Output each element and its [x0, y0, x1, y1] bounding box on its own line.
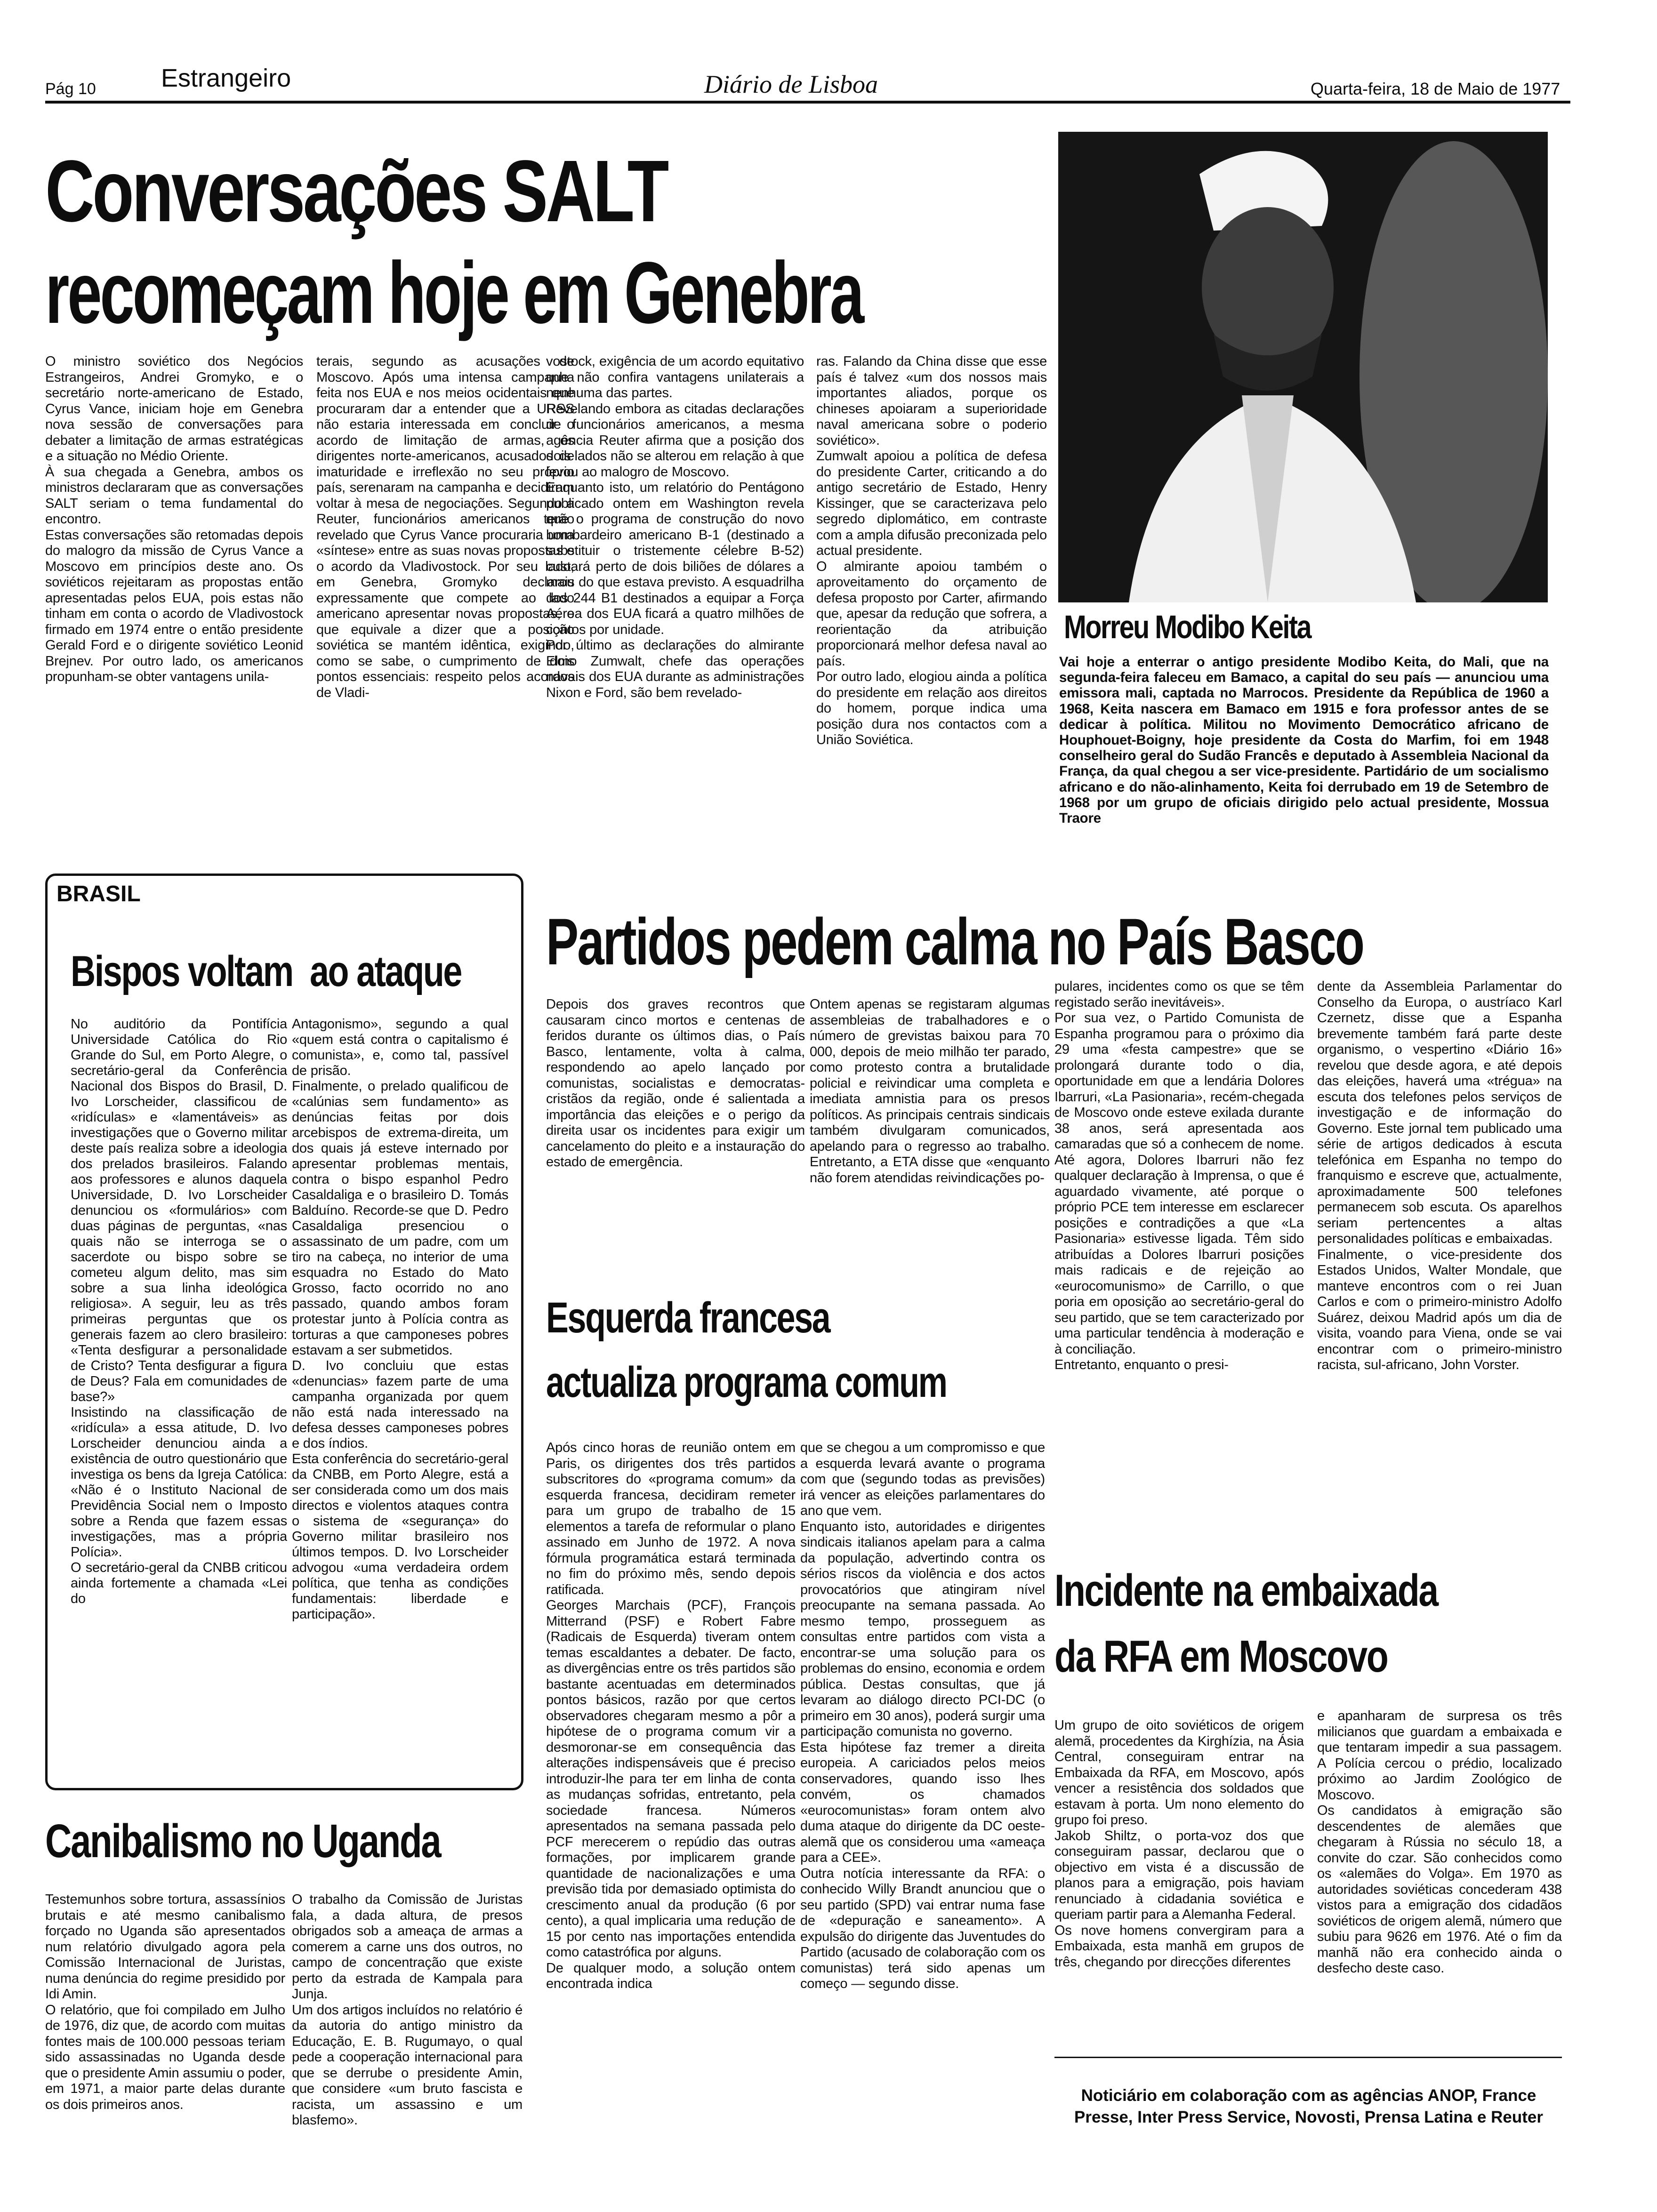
esquerda-headline-line2: actualiza programa comum: [546, 1358, 947, 1406]
salt-column-3: vostock, exigência de um acordo equitativo que não confira vantagens unilaterais a nenhuma das partes. Revelando embora as citadas declarações de funcionários americanos, a mesma agência Reuter afirma que a posição dos dois lados não se alterou em relação à que levou ao malogro de Moscovo. Enquanto isto, um relatório do Pentágono publicado ontem em Washington revela que o programa de construção do novo bombardeiro americano B-1 (destinado a substituir o tristemente célebre B-52) custará perto de dois biliões de dólares a mais do que estava previsto. A esquadrilha dos 244 B1 destinados a equipar a Força Aérea dos EUA ficará a quatro milhões de contos por unidade. Por último as declarações do almirante Elmo Zumwalt, chefe das operações navais dos EUA durante as administrações Nixon e Ford, são bem revelado-: [546, 354, 804, 700]
salt-column-2: terais, segundo as acusações de Moscovo. Após uma intensa campanha feita nos EUA e nos meios ocidentais que procuraram dar a entender que a URSS não estaria interessada em concluir o acordo de limitação de armas, os dirigentes norte-americanos, acusados de imaturidade e irreflexão no seu próprio país, serenaram na campanha e decidiram voltar à mesa de negociações. Segundo a Reuter, funcionários americanos terão revelado que Cyrus Vance procuraria uma «síntese» entre as suas novas propostas e o acordo da Vladivostock. Por seu lado, em Genebra, Gromyko declarou expressamente que compete ao lado americano apresentar novas propostas, o que equivale a dizer que a posição soviética se mantém idêntica, exigindo, como se sabe, o cumprimento de dois pontos essenciais: respeito pelos acordos de Vladi-: [316, 354, 574, 700]
credits-rule: [1054, 2057, 1562, 2058]
moscovo-headline-line2: da RFA em Moscovo: [1054, 1631, 1388, 1682]
brasil-column-2: Antagonismo», segundo a qual «quem está contra o capitalismo é comunista», e, como tal, passível de prisão. Finalmente, o prelado qualificou de «calúnias sem fundamento» as denúncias feitas por dois arcebispos de extrema-direita, um dos quais já esteve internado por apresentar problemas mentais, contra o bispo espanhol Pedro Casaldaliga e o brasileiro D. Tomás Balduíno. Recorde-se que D. Pedro Casaldaliga presenciou o assassinato de um padre, com um tiro na cabeça, no interior de uma esquadra no Estado do Mato Grosso, facto ocorrido no ano passado, quando ambos foram protestar junto à Polícia contra as torturas a que camponeses pobres estavam a ser submetidos. D. Ivo concluiu que estas «denuncias» fazem parte de uma campanha organizada por quem não está nada interessado na defesa desses camponeses pobres e dos índios. Esta conferência do secretário-geral da CNBB, em Porto Alegre, está a ser considerada como um dos mais directos e violentos ataques contra o sistema de «segurança» do Governo militar brasileiro nos últimos tempos. D. Ivo Lorscheider advogou «uma verdadeira ordem política, que tenha as condições fundamentais: liberdade e participação».: [292, 1017, 508, 1622]
basco-column-1: Depois dos graves recontros que causaram cinco mortos e centenas de feridos durante os últimos dias, o País Basco, lentamente, volta à calma, respondendo ao apelo lançado por comunistas, socialistas e democratas-cristãos da região, onde é salientada a importância das eleições e o perigo da direita usar os incidentes para exigir um cancelamento do pleito e a instauração do estado de emergência.: [546, 997, 805, 1170]
salt-column-1: O ministro soviético dos Negócios Estrangeiros, Andrei Gromyko, e o secretário norte-americano de Estado, Cyrus Vance, iniciam hoje em Genebra nova sessão de conversações para debater a limitação de armas estratégicas e a situação no Médio Oriente. À sua chegada a Genebra, ambos os ministros declararam que as conversações SALT seriam o tema fundamental do encontro. Estas conversações são retomadas depois do malogro da missão de Cyrus Vance a Moscovo em princípios deste ano. Os soviéticos rejeitaram as propostas então apresentadas pelos EUA, pois estas não tinham em conta o acordo de Vladivostock firmado em 1974 entre o então presidente Gerald Ford e o dirigente soviético Leonid Brejnev. Por outro lado, os americanos propunham-se obter vantagens unila-: [45, 354, 303, 684]
moscovo-column-1: Um grupo de oito soviéticos de origem alemã, procedentes da Kirghízia, na Ásia Central, conseguiram entrar na Embaixada da RFA, em Moscovo, após vencer a resistência dos soldados que estavam à porta. Um nono elemento do grupo foi preso. Jakob Shiltz, o porta-voz dos que conseguiram passar, declarou que o objectivo em vista é a discussão de planos para a emigração, pois haviam renunciado à cidadania soviética e queriam partir para a Alemanha Federal. Os nove homens convergiram para a Embaixada, esta manhã em grupos de três, chegando por direcções diferentes: [1054, 1718, 1304, 1970]
brasil-label: BRASIL: [56, 882, 141, 906]
esquerda-column-1: Após cinco horas de reunião ontem em Paris, os dirigentes dos três partidos subscritores do «programa comum» da esquerda francesa, decidiram remeter para um grupo de trabalho de 15 elementos a tarefa de reformular o plano assinado em Junho de 1972. A nova fórmula programática estará terminada no fim do próximo mês, sendo depois ratificada. Georges Marchais (PCF), François Mitterrand (PSF) e Robert Fabre (Radicais de Esquerda) tiveram ontem temas escaldantes a debater. De facto, as divergências entre os três partidos são bastante acentuadas em determinados pontos básicos, razão por que certos observadores chegaram mesmo a pôr a hipótese de o programa comum vir a desmoronar-se em consequência das alterações indispensáveis que é preciso introduzir-lhe para ter em linha de conta as mudanças sofridas, entretanto, pela sociedade francesa. Números apresentados na semana passada pelo PCF merecerem o repúdio das outras formações, por implicarem grande quantidade de nacionalizações e uma previsão tida por demasiado optimista do crescimento anual da produção (6 por cento), a qual implicaria uma redução de 15 por cento nas importações entendida como catastrófica por alguns. De qualquer modo, a solução ontem encontrada indica: [546, 1440, 796, 1991]
salt-column-4: ras. Falando da China disse que esse país é talvez «um dos nossos mais importantes aliados, porque os chineses apoiaram a superioridade naval americana sobre o poderio soviético». Zumwalt apoiou a política de defesa do presidente Carter, criticando a do antigo secretário de Estado, Henry Kissinger, que se caracterizava pelo segredo diplomático, em contraste com a ampla difusão preconizada pelo actual presidente. O almirante apoiou também o aproveitamento do orçamento de defesa proposto por Carter, afirmando que, apesar da redução que sofrera, a reorientação da atribuição proporcionará melhor defesa naval ao país. Por outro lado, elogiou ainda a política do presidente em relação aos direitos do homem, porque indica uma posição dura nos contactos com a União Soviética.: [816, 354, 1047, 747]
portrait-image: [1058, 132, 1548, 602]
brasil-headline: Bispos voltam ao ataque: [71, 947, 461, 995]
salt-headline-line2: recomeçam hoje em Genebra: [45, 244, 862, 342]
basco-column-4: dente da Assembleia Parlamentar do Conselho da Europa, o austríaco Karl Czernetz, disse que a Espanha brevemente também fará parte deste organismo, o vespertino «Diário 16» revelou que desde agora, e até depois das eleições, haverá uma «trégua» na escuta dos telefones pelos serviços de investigação e de informação do Governo. Este jornal tem publicado uma série de artigos dedicados à escuta telefónica em Espanha no tempo do franquismo e escreve que, actualmente, aproximadamente 500 telefones permanecem sob escuta. Os aparelhos seriam pertencentes a altas personalidades políticas e embaixadas. Finalmente, o vice-presidente dos Estados Unidos, Walter Mondale, que manteve encontros com o rei Juan Carlos e com o primeiro-ministro Adolfo Suárez, deixou Madrid após um dia de visita, voando para Viena, onde se vai encontrar com o primeiro-ministro racista, sul-africano, John Vorster.: [1317, 979, 1562, 1372]
moscovo-headline-line1: Incidente na embaixada: [1054, 1565, 1438, 1616]
uganda-headline: Canibalismo no Uganda: [45, 1815, 441, 1867]
agency-credits: Noticiário em colaboração com as agências ANOP, France Presse, Inter Press Service, Novosti, Prensa Latina e Reuter: [1074, 2086, 1544, 2126]
salt-headline-line1: Conversações SALT: [45, 143, 667, 240]
uganda-column-2: O trabalho da Comissão de Juristas fala, a dada altura, de presos obrigados sob a ameaça de armas a comerem a carne uns dos outros, no campo de concentração que existe perto da estrada de Kampala para Junja. Um dos artigos incluídos no relatório é da autoria do antigo ministro da Educação, E. B. Rugumayo, o qual pede a cooperação internacional para que se derrube o presidente Amin, que considere «um bruto fascista e racista, um assassino e um blasfemo».: [292, 1892, 523, 2128]
uganda-column-1: Testemunhos sobre tortura, assassínios brutais e até mesmo canibalismo forçado no Uganda são apresentados num relatório divulgado agora pela Comissão Internacional de Juristas, numa denúncia do regime presidido por Idi Amin. O relatório, que foi compilado em Julho de 1976, diz que, de acordo com muitas fontes mais de 100.000 pessoas teriam sido assassinadas no Uganda desde que o presidente Amin assumiu o poder, em 1971, a maior parte delas durante os dois primeiros anos.: [45, 1892, 285, 2112]
page-number: Pág 10: [45, 80, 96, 98]
basco-headline: Partidos pedem calma no País Basco: [546, 905, 1364, 978]
esquerda-headline-line1: Esquerda francesa: [546, 1294, 830, 1342]
basco-column-3: pulares, incidentes como os que se têm registado serão inevitáveis». Por sua vez, o Partido Comunista de Espanha programou para o próximo dia 29 uma «festa campestre» que se prolongará durante todo o dia, oportunidade em que a lendária Dolores Ibarruri, «La Pasionaria», recém-chegada de Moscovo onde esteve exilada durante 38 anos, será apresentada aos camaradas que só a conhecem de nome. Até agora, Dolores Ibarruri não fez qualquer declaração à Imprensa, o que é aguardado vivamente, até porque o próprio PCE tem interesse em esclarecer posições e contradições a que «La Pasionaria» estivesse ligada. Têm sido atribuídas a Dolores Ibarruri posições mais radicais e de rejeição ao «eurocomunismo» de Carrillo, o que poria em oposição ao secretário-geral do seu partido, que se tem caracterizado por uma particular tendência à moderação e à conciliação. Entretanto, enquanto o presi-: [1054, 979, 1304, 1372]
masthead-rule: [45, 101, 1570, 104]
keita-headline: Morreu Modibo Keita: [1064, 609, 1311, 645]
issue-date: Quarta-feira, 18 de Maio de 1977: [1311, 79, 1560, 98]
keita-body: Vai hoje a enterrar o antigo presidente Modibo Keita, do Mali, que na segunda-feira faleceu em Bamaco, a capital do seu país — anunciou uma emissora mali, captada no Marrocos. Presidente da República de 1960 a 1968, Keita nascera em Bamaco em 1915 e fora professor antes de se dedicar à política. Militou no Movimento Democrático africano de Houphouet-Boigny, hoje presidente da Costa do Marfim, foi em 1948 conselheiro geral do Sudão Francês e deputado à Assembleia Nacional da França, da qual chegou a ser vice-presidente. Partidário de um socialismo africano e do não-alinhamento, Keita foi derrubado em 19 de Setembro de 1968 por um grupo de oficiais dirigido pelo actual presidente, Mossua Traore: [1059, 654, 1549, 826]
basco-column-2: Ontem apenas se registaram algumas assembleias de trabalhadores e o número de grevistas baixou para 70 000, depois de meio milhão ter parado, como protesto contra a brutalidade policial e reivindicar uma completa e imediata amnistia para os presos políticos. As principais centrais sindicais também divulgaram comunicados, apelando para o regresso ao trabalho. Entretanto, a ETA disse que «enquanto não forem atendidas reivindicações po-: [810, 997, 1050, 1186]
section-title: Estrangeiro: [161, 64, 291, 92]
brasil-column-1: No auditório da Pontifícia Universidade Católica do Rio Grande do Sul, em Porto Alegre, o secretário-geral da Conferência Nacional dos Bispos do Brasil, D. Ivo Lorscheider, classificou de «ridículas» e «lamentáveis» as investigações que o Governo militar deste país realiza sobre a ideologia dos prelados brasileiros. Falando aos professores e alunos daquela Universidade, D. Ivo Lorscheider denunciou os «formulários» com duas páginas de perguntas, «nas quais não se interroga se o sacerdote ou bispo sobre se cometeu algum delito, mas sim sobre a sua linha ideológica religiosa». A seguir, leu as três primeiras perguntas que os generais fazem ao clero brasileiro: «Tenta desfigurar a personalidade de Cristo? Tenta desfigurar a figura de Deus? Fala em comunidades de base?» Insistindo na classificação de «ridícula» a essa atitude, D. Ivo Lorscheider denunciou ainda a existência de outro questionário que investiga os bens da Igreja Católica: «Não é o Instituto Nacional de Previdência Social nem o Imposto sobre a Renda que fazem essas investigações, mas a própria Polícia». O secretário-geral da CNBB criticou ainda fortemente a chamada «Lei do: [71, 1017, 287, 1606]
esquerda-column-2: que se chegou a um compromisso e que a esquerda levará avante o programa com que (segundo todas as previsões) irá vencer as eleições parlamentares do ano que vem. Enquanto isto, autoridades e dirigentes sindicais italianos apelam para a calma da população, advertindo contra os sérios riscos da violência e dos actos provocatórios que atingiram nível preocupante na semana passada. Ao mesmo tempo, prosseguem as consultas entre partidos com vista a encontrar-se uma solução para os problemas do ensino, economia e ordem pública. Destas consultas, que já levaram ao diálogo directo PCI-DC (o primeiro em 30 anos), poderá surgir uma participação comunista no governo. Esta hipótese faz tremer a direita europeia. A cariciados pelos meios conservadores, quando isso lhes convém, os chamados «eurocomunistas» foram ontem alvo duma ataque do dirigente da DC oeste-alemã que os considerou uma «ameaça para a CEE». Outra notícia interessante da RFA: o conhecido Willy Brandt anunciou que o seu partido (SPD) vai entrar numa fase de «depuração e saneamento». A expulsão do dirigente das Juventudes do Partido (acusado de colaboração com os comunistas) terá sido apenas um começo — segundo disse.: [800, 1440, 1045, 1991]
modibo-keita-photo: [1058, 132, 1548, 602]
newspaper-name: Diário de Lisboa: [704, 70, 878, 98]
moscovo-column-2: e apanharam de surpresa os três milicianos que guardam a embaixada e que tentaram impedir a sua passagem. A Polícia cercou o prédio, localizado próximo ao Jardim Zoológico de Moscovo. Os candidatos à emigração são descendentes de alemães que chegaram à Rússia no século 18, a convite do czar. São conhecidos como os «alemães do Volga». Em 1970 as autoridades soviéticas concederam 438 vistos para a emigração dos cidadãos soviéticos de origem alemã, número que subiu para 9626 em 1976. Até o fim da manhã não era conhecido ainda o desfecho deste caso.: [1317, 1708, 1562, 1976]
